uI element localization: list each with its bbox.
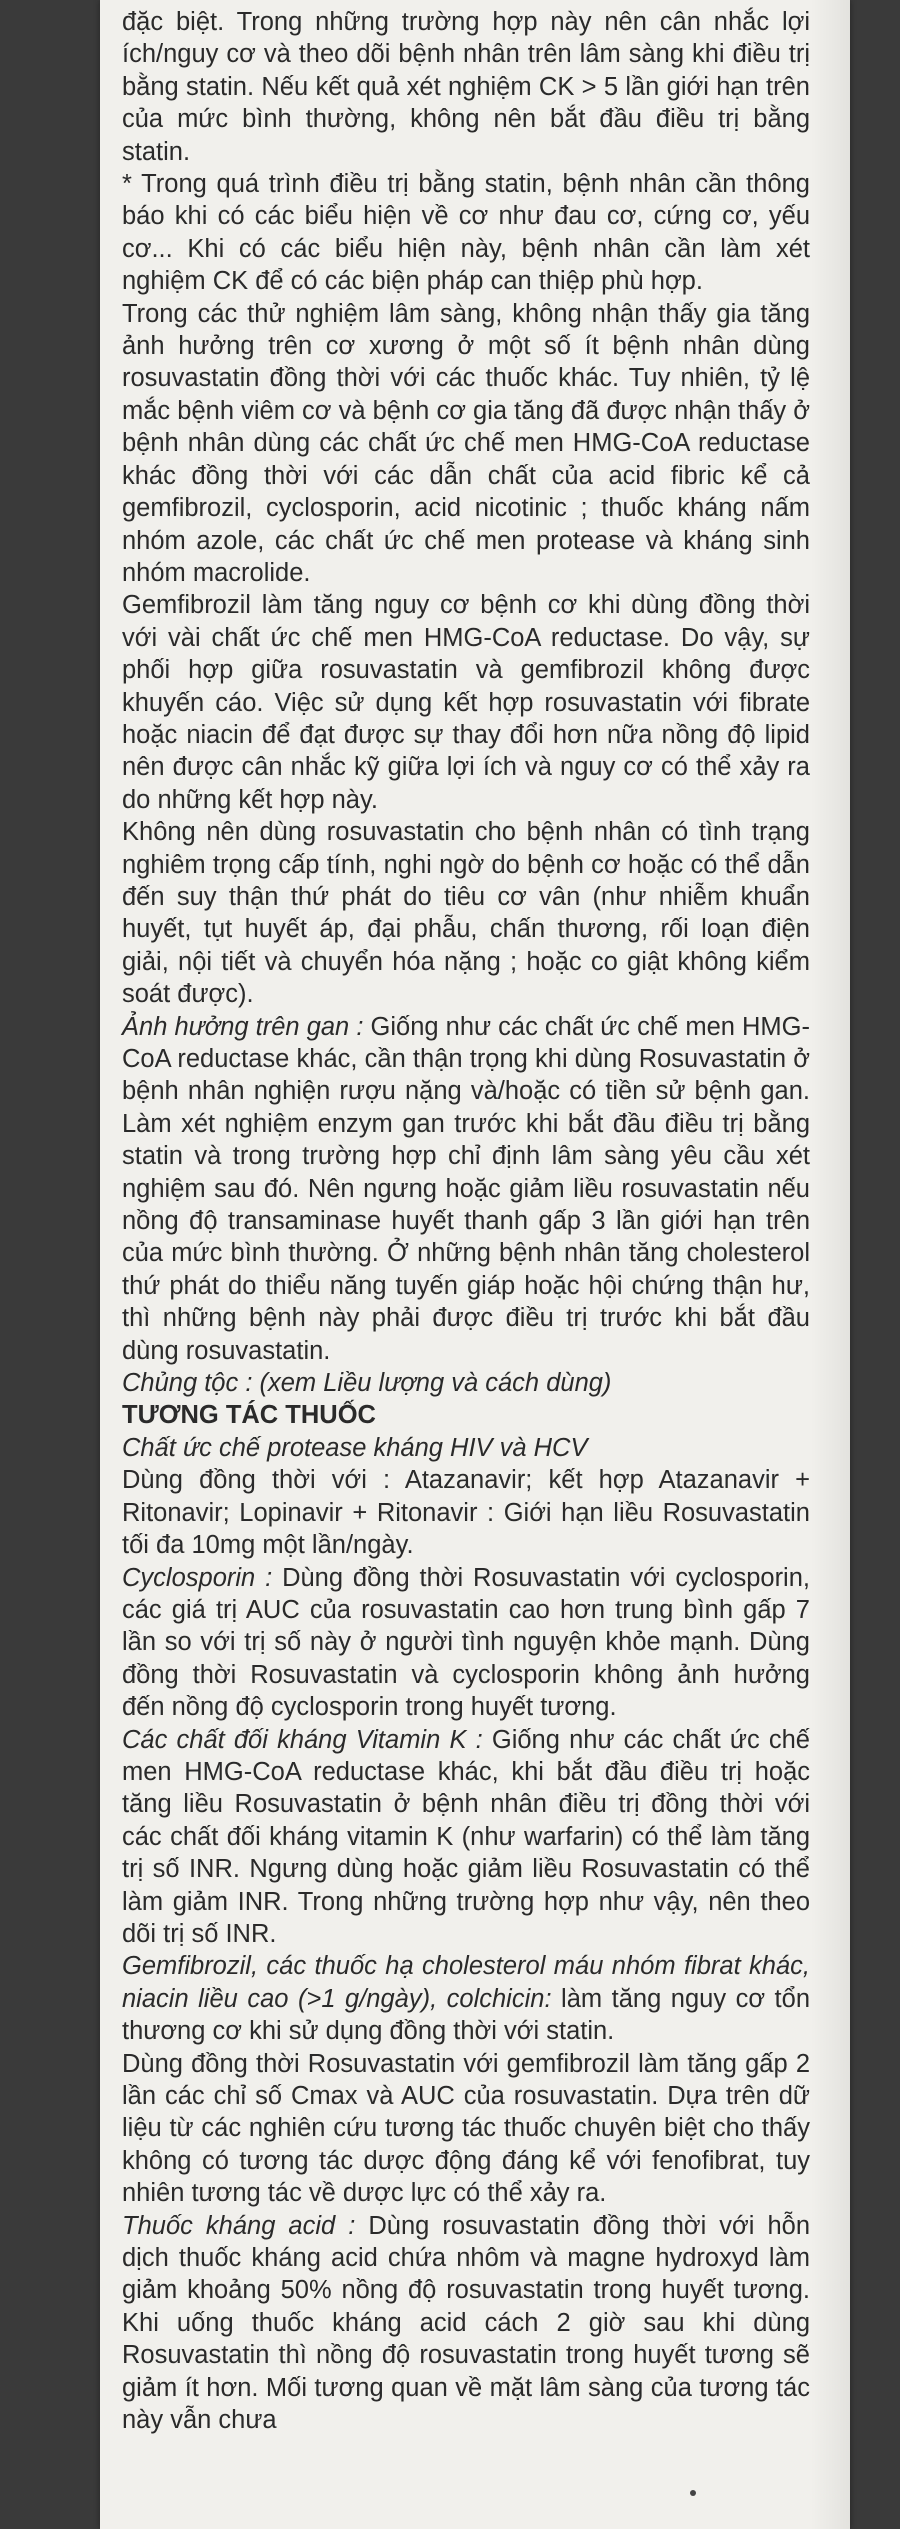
paragraph-lead: Gemfibrozil, các thuốc hạ cholesterol máu nhóm fibrat khác, niacin liều cao (>1 g/ngày), colchicin: bbox=[122, 1952, 810, 2013]
paragraph-lead: Thuốc kháng acid : bbox=[122, 2211, 356, 2240]
paragraph: Không nên dùng rosuvastatin cho bệnh nhân có tình trạng nghiêm trọng cấp tính, nghi ngờ do bệnh cơ hoặc có thể dẫn đến suy thận thứ phát do tiêu cơ vân (như nhiễm khuẩn huyết, tụt huyết áp, đại phẫu, chấn thương, rối loạn điện giải, nội tiết và chuyển hóa nặng ; hoặc co giật không kiểm soát được). bbox=[122, 818, 810, 1009]
subheading: Chất ức chế protease kháng HIV và HCV bbox=[122, 1433, 588, 1462]
paragraph: Gemfibrozil làm tăng nguy cơ bệnh cơ khi dùng đồng thời với vài chất ức chế men HMG-CoA reductase. Do vậy, sự phối hợp giữa rosuvastatin và gemfibrozil không được khuyến cáo. Việc sử dụng kết hợp rosuvastatin với fibrate hoặc niacin để đạt được sự thay đổi hơn nữa nồng độ lipid nên được cân nhắc kỹ giữa lợi ích và nguy cơ có thể xảy ra do những kết hợp này. bbox=[122, 591, 810, 814]
paragraph-lead: Ảnh hưởng trên gan : bbox=[122, 1012, 364, 1041]
section-heading: TƯƠNG TÁC THUỐC bbox=[122, 1401, 376, 1430]
paragraph-text: Dùng đồng thời Rosuvastatin với cyclosporin, các giá trị AUC của rosuvastatin cao hơn trung bình gấp 7 lần so với trị số này ở người tình nguyện khỏe mạnh. Dùng đồng thời Rosuvastatin và cyclosporin không ảnh hưởng đến nồng độ cyclosporin trong huyết tương. bbox=[122, 1563, 810, 1722]
paragraph-text: Dùng rosuvastatin đồng thời với hỗn dịch thuốc kháng acid chứa nhôm và magne hydroxyd làm giảm khoảng 50% nồng độ rosuvastatin trong huyết tương. Khi uống thuốc kháng acid cách 2 giờ sau khi dùng Rosuvastatin thì nồng độ rosuvastatin trong huyết tương sẽ giảm ít hơn. Mối tương quan về mặt lâm sàng của tương tác này vẫn chưa bbox=[122, 2211, 810, 2435]
paragraph-text: làm tăng nguy cơ tổn thương cơ khi sử dụng đồng thời với statin. bbox=[122, 1984, 810, 2046]
paragraph bbox=[122, 1950, 810, 2047]
paragraph bbox=[122, 1724, 810, 1951]
paragraph-text: Giống như các chất ức chế men HMG-CoA reductase khác, khi bắt đầu điều trị hoặc tăng liều Rosuvastatin ở bệnh nhân điều trị đồng thời với các chất đối kháng vitamin K (như warfarin) có thể làm tăng trị số INR. Ngưng dùng hoặc giảm liều Rosuvastatin có thể làm giảm INR. Trong những trường hợp như vậy, nên theo dõi trị số INR. bbox=[122, 1725, 810, 1948]
paragraph bbox=[122, 2210, 810, 2437]
paragraph-lead: Các chất đối kháng Vitamin K : bbox=[122, 1725, 483, 1754]
paragraph: Trong các thử nghiệm lâm sàng, không nhận thấy gia tăng ảnh hưởng trên cơ xương ở một số ít bệnh nhân dùng rosuvastatin đồng thời với các thuốc khác. Tuy nhiên, tỷ lệ mắc bệnh viêm cơ và bệnh cơ gia tăng đã được nhận thấy ở bệnh nhân dùng các chất ức chế men HMG-CoA reductase khác đồng thời với các dẫn chất của acid fibric kể cả gemfibrozil, cyclosporin, acid nicotinic ; thuốc kháng nấm nhóm azole, các chất ức chế men protease và kháng sinh nhóm macrolide. bbox=[122, 299, 810, 587]
paragraph-lead: Cyclosporin : bbox=[122, 1563, 273, 1592]
subheading: Chủng tộc : (xem Liều lượng và cách dùng) bbox=[122, 1369, 612, 1398]
paragraph-text: Giống như các chất ức chế men HMG-CoA reductase khác, cần thận trọng khi dùng Rosuvastatin ở bệnh nhân nghiện rượu nặng và/hoặc có tiền sử bệnh gan. Làm xét nghiệm enzym gan trước khi bắt đầu điều trị bằng statin và trong trường hợp chỉ định lâm sàng yêu cầu xét nghiệm sau đó. Nên ngưng hoặc giảm liều rosuvastatin nếu nồng độ transaminase huyết thanh gấp 3 lần giới hạn trên của mức bình thường. Ở những bệnh nhân tăng cholesterol thứ phát do thiểu năng tuyến giáp hoặc hội chứng thận hư, thì những bệnh này phải được điều trị trước khi bắt đầu dùng rosuvastatin. bbox=[122, 1012, 811, 1365]
paragraph: Dùng đồng thời Rosuvastatin với gemfibrozil làm tăng gấp 2 lần các chỉ số Cmax và AUC của rosuvastatin. Dựa trên dữ liệu từ các nghiên cứu tương tác thuốc chuyên biệt cho thấy không có tương tác dược động đáng kể với fenofibrat, tuy nhiên tương tác về dược lực có thể xảy ra. bbox=[122, 2049, 810, 2208]
document-body bbox=[122, 6, 810, 2436]
paragraph: Dùng đồng thời với : Atazanavir; kết hợp Atazanavir + Ritonavir; Lopinavir + Ritonavir : Giới hạn liều Rosuvastatin tối đa 10mg một lần/ngày. bbox=[122, 1466, 810, 1560]
paragraph: * Trong quá trình điều trị bằng statin, bệnh nhân cần thông báo khi có các biểu hiện về cơ như đau cơ, cứng cơ, yếu cơ... Khi có các biểu hiện này, bệnh nhân cần làm xét nghiệm CK để có các biện pháp can thiệp phù hợp. bbox=[122, 170, 810, 296]
paragraph bbox=[122, 1011, 810, 1367]
document-page bbox=[100, 0, 850, 2529]
paragraph bbox=[122, 1562, 810, 1724]
page-dot bbox=[690, 2490, 696, 2496]
paragraph: đặc biệt. Trong những trường hợp này nên cân nhắc lợi ích/nguy cơ và theo dõi bệnh nhân trên lâm sàng khi điều trị bằng statin. Nếu kết quả xét nghiệm CK > 5 lần giới hạn trên của mức bình thường, không nên bắt đầu điều trị bằng statin. bbox=[122, 8, 810, 166]
